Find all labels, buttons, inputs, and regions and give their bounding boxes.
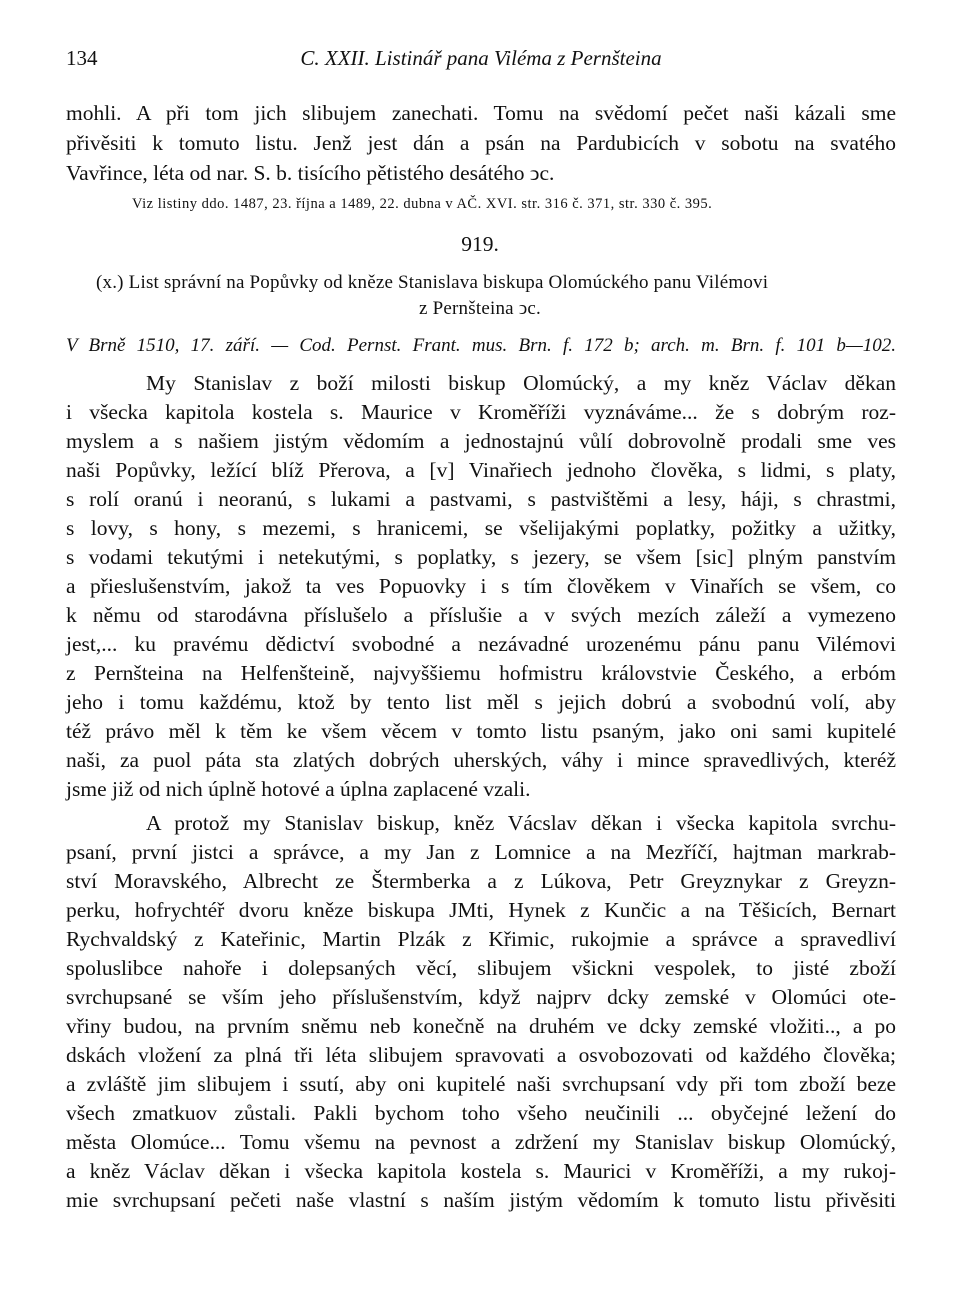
text-line: i všecka kapitola kostela s. Maurice v Kroměříži vyznáváme... že s dobrým roz- — [66, 400, 896, 424]
text-line: s vodami tekutými i netekutými, s poplatky, s jezery, se všem [sic] plným panstvím — [66, 545, 896, 569]
document-number: 919. — [461, 232, 499, 256]
text-line: z Pernšteina na Helfenšteině, najvyššiemu hofmistru královstvie Českého, a erbóm — [66, 661, 896, 685]
text-line: s lovy, s hony, s mezemi, s hranicemi, se všelijakými poplatky, požitky a užitky, — [66, 516, 896, 540]
text-line: a zvláště jim slibujem i ssutí, aby oni kupitelé naši svrchupsaní vdy při tom zboží beze — [66, 1072, 896, 1096]
text-line: k němu od starodávna příslušelo a příslušie a v svých mezích záleží a vymezeno — [66, 603, 896, 627]
text-line: Vavřince, léta od nar. S. b. tisícího pětistého desátého ͻc. — [66, 161, 555, 185]
text-line: ství Moravského, Albrecht ze Štermberka a z Lúkova, Petr Greyznykar z Greyzn- — [66, 869, 896, 893]
text-line: všech zmatkuov zůstali. Pakli bychom toho všeho neučinili ... obyčejné ležení do — [66, 1101, 896, 1125]
reference-note: Viz listiny ddo. 1487, 23. října a 1489, 22. dubna v AČ. XVI. str. 316 č. 371, str. 330 č. 395. — [132, 196, 713, 212]
text-line: vřiny budou, na prvním sněmu neb konečně na druhém ve dcky zemské vložiti.., a po — [66, 1014, 896, 1038]
text-line: My Stanislav z boží milosti biskup Olomúcký, a my kněz Václav děkan — [146, 371, 896, 395]
text-line: města Olomúce... Tomu všemu na pevnost a zdržení my Stanislav biskup Olomúcký, — [66, 1130, 896, 1154]
text-line: perku, hofrychtéř dvoru kněze biskupa JMti, Hynek z Kunčic a na Těšicích, Bernart — [66, 898, 896, 922]
text-line: Rychvaldský z Kateřinic, Martin Plzák z Křimic, rukojmie a správce a spravedliví — [66, 927, 896, 951]
text-line: jest,... ku pravému dědictví svobodné a nezávadné urozenému pánu panu Vilémovi — [66, 632, 896, 656]
text-line: naši Popůvky, ležící blíž Přerova, a [v] Vinařiech jednoho člověka, s lidmi, s platy, — [66, 458, 896, 482]
running-title: C. XXII. Listinář pana Viléma z Pernšteina — [300, 46, 662, 70]
text-line: naši, za puol páta sta zlatých dobrých uherských, váhy i mince spravedlivých, kteréž — [66, 748, 896, 772]
text-line: myslem a s našiem jistým vědomím a jednostajnú vůlí dobrovolně prodali sme ves — [66, 429, 896, 453]
text-line: A protož my Stanislav biskup, kněz Vácslav děkan i všecka kapitola svrchu- — [146, 811, 896, 835]
text-line: přivěsiti k tomuto listu. Jenž jest dán a psán na Pardubicích v sobotu na svatého — [66, 131, 896, 155]
page-number: 134 — [66, 46, 98, 70]
text-line: též právo měl k těm ke všem věcem v tomto listu psaným, jako oni sami kupitelé — [66, 719, 896, 743]
document-title: (x.) List správní na Popůvky od kněze Stanislava biskupa Olomúckého panu Vilémovi — [96, 272, 769, 293]
text-line: jeho i tomu každému, ktož by tento list měl s jejich dobrú a svobodnú volí, aby — [66, 690, 896, 714]
text-line: a přieslušenstvím, jakož ta ves Popuovky i s tím člověkem v Vinařích se všem, co — [66, 574, 896, 598]
text-line: mie svrchupsaní pečeti naše vlastní s naším jistým vědomím k tomuto listu přivěsiti — [66, 1188, 896, 1212]
text-line: mohli. A při tom jich slibujem zanechati. Tomu na svědomí pečet naši kázali sme — [66, 101, 896, 125]
text-line: dskách vložení za plná tři léta slibujem spravovati a osvobozovati od každého člověka; — [66, 1043, 896, 1067]
text-line: s rolí oranú i neoranú, s lukami a pastvami, s pastvištěmi a lesy, háji, s chrastmi, — [66, 487, 896, 511]
source-citation: V Brně 1510, 17. září. — Cod. Pernst. Frant. mus. Brn. f. 172 b; arch. m. Brn. f. 101 b—102. — [66, 335, 896, 356]
text-line: psaní, první jistci a správce, a my Jan z Lomnice a na Mezříčí, hajtman markrab- — [66, 840, 896, 864]
text-line: spoluslibce nahoře i dolepsaných věcí, slibujem všickni vespolek, to jisté zboží — [66, 956, 896, 980]
text-line: a kněz Václav děkan i všecka kapitola kostela s. Maurici v Kroměříži, a my rukoj- — [66, 1159, 896, 1183]
document-title-continued: z Pernšteina ͻc. — [419, 298, 541, 319]
page-header — [66, 46, 896, 76]
text-line: svrchupsané se vším jeho příslušenstvím, když najprv dcky zemské v Olomúci ote- — [66, 985, 896, 1009]
text-line: jsme již od nich úplně hotové a úplna zaplacené vzali. — [66, 777, 531, 801]
